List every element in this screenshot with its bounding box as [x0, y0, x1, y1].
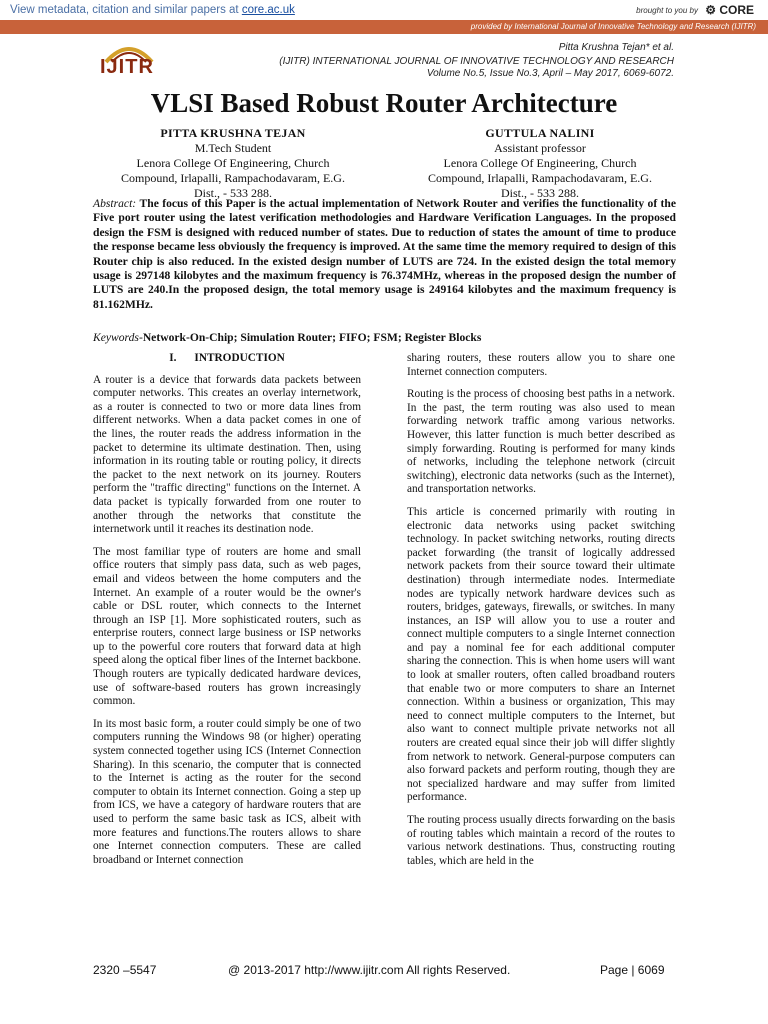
- paragraph: Routing is the process of choosing best paths in a network. In the past, the term routing was also used to mean forwarding network traffic among various networks. However, this latter function is much better described as simply forwarding. Routing is performed for many kinds of networks, including the telephone network (circuit switching), electronic data networks (such as the Internet), and transportation networks.: [407, 388, 675, 496]
- abstract: [93, 197, 676, 312]
- volume-info: Volume No.5, Issue No.3, April – May 2017, 6069-6072.: [426, 68, 674, 79]
- running-authors: Pitta Krushna Tejan* et al.: [558, 42, 674, 53]
- section-title: INTRODUCTION: [194, 352, 285, 364]
- footer-copyright: @ 2013-2017 http://www.ijitr.com All rights Reserved.: [228, 963, 511, 977]
- paragraph: A router is a device that forwards data packets between computer networks. This creates an overlay internetwork, as a router is connected to two or more data lines from different networks. When a data packet comes in one of the lines, the router reads the address information in the packet to determine its ultimate destination. Then, using information in its routing table or routing policy, it directs the packet to the next network on its journey. Routers perform the "traffic directing" functions on the Internet. A data packet is typically forwarded from one router to another through the networks that constitute the internetwork until it reaches its destination node.: [93, 373, 361, 536]
- paper-title: VLSI Based Robust Router Architecture: [150, 88, 618, 118]
- journal-name: (IJITR) INTERNATIONAL JOURNAL OF INNOVATIVE TECHNOLOGY AND RESEARCH: [279, 56, 674, 67]
- metadata-notice: [10, 4, 295, 16]
- author-role: Assistant professor: [494, 141, 586, 155]
- core-icon: ⚙: [705, 3, 716, 17]
- core-label: CORE: [719, 3, 754, 17]
- brought-by-text: brought to you by: [636, 6, 698, 15]
- author-name: GUTTULA NALINI: [485, 126, 595, 140]
- logo-text: IJITR: [100, 56, 154, 78]
- author-affiliation: Compound, Irlapalli, Rampachodavaram, E.G.: [121, 171, 345, 185]
- provided-by-bar: [0, 20, 768, 34]
- abstract-body: The focus of this Paper is the actual implementation of Network Router and verifies the functionality of the Five port router using the latest verification methodologies and Hardware Verification Languages. In the proposed design the FSM is designed with reduced number of states. Due to reduction of states the amount of time to produce the response became less obviously the frequency is improved. At the same time the memory required to design of this Router chip is also reduced. In the existed design number of LUTS are 724. In the existed design the total memory usage is 297148 kilobytes and the maximum frequency is 76.374MHz, whereas in the proposed design the number of LUTS are 240.In the proposed design, the total memory usage is 249164 kilobytes and the maximum frequency is 81.162MHz.: [93, 197, 677, 311]
- core-logo[interactable]: [705, 3, 754, 17]
- author-block-1: [93, 126, 373, 201]
- author-affiliation: Dist., - 533 288.: [194, 186, 272, 200]
- author-affiliation: Compound, Irlapalli, Rampachodavaram, E.G.: [428, 171, 652, 185]
- keywords-body: Network-On-Chip; Simulation Router; FIFO; FSM; Register Blocks: [142, 331, 482, 344]
- paragraph: sharing routers, these routers allow you to share one Internet connection computers.: [407, 352, 675, 378]
- paragraph: The most familiar type of routers are home and small office routers that simply pass data, such as web pages, email and videos between the home computers and the Internet. An example of a router would be the owner's cable or DSL router, which connects to the Internet through an ISP [1]. More sophisticated routers, such as enterprise routers, connect large business or ISP networks up to the powerful core routers that forward data at high speed along the optical fiber lines of the Internet backbone. Though routers are typically dedicated hardware devices, use of software-based routers has grown increasingly common.: [93, 545, 361, 708]
- left-column: [93, 352, 361, 876]
- author-role: M.Tech Student: [194, 141, 272, 155]
- abstract-label: Abstract:: [93, 197, 140, 210]
- core-link[interactable]: core.ac.uk: [241, 4, 295, 16]
- paragraph: The routing process usually directs forwarding on the basis of routing tables which maintain a record of the routes to various network destinations. Thus, constructing routing tables, which are held in the: [407, 814, 675, 867]
- metadata-text: View metadata, citation and similar papers at: [10, 4, 242, 16]
- provided-by-text: provided by International Journal of Innovative Technology and Research (IJITR): [470, 22, 756, 31]
- paragraph: In its most basic form, a router could simply be one of two computers running the Windows 98 (or higher) operating system connected together using ICS (Internet Connection Sharing). In this scenario, the computer that is connected to the Internet is acting as the router for the second computer to obtain its Internet connection. Going a step up from ICS, we have a category of hardware routers that are used to perform the same basic task as ICS, albeit with more features and functions.The routers allows to share one Internet connection computers. These are called broadband or Internet connection: [93, 717, 361, 866]
- section-heading: [93, 352, 361, 366]
- author-affiliation: Lenora College Of Engineering, Church: [443, 156, 637, 170]
- author-block-2: [400, 126, 680, 201]
- footer-issn: 2320 –5547: [93, 963, 157, 977]
- keywords: [93, 331, 676, 344]
- author-affiliation: Dist., - 533 288.: [501, 186, 579, 200]
- footer-page: Page | 6069: [600, 963, 665, 977]
- author-name: PITTA KRUSHNA TEJAN: [160, 126, 306, 140]
- keywords-label: Keywords-: [93, 331, 143, 344]
- right-column: [407, 352, 675, 877]
- section-number: I.: [169, 352, 177, 364]
- paragraph: This article is concerned primarily with routing in electronic data networks using packet switching technology. In packet switching networks, routing directs packet forwarding (the transit of logically addressed network packets from their source toward their ultimate destination) through intermediate nodes. Intermediate nodes are typically network hardware devices such as routers, bridges, gateways, firewalls, or switches. In many instances, an ISP will allow you to use a router and connect multiple computers to a single Internet connection and pay a nominal fee for each additional computer sharing the connection. This is when home users will want to look at smaller routers, often called broadband routers that enable two or more computers to share an Internet connection. Within a business or organization, This may need to connect multiple computers to the Internet, but also want to connect multiple private networks not all routers are created equal since their job will differ slightly from network to network. General-purpose computers can also forward packets and perform routing, though they are not specialized hardware and may suffer from limited performance.: [407, 505, 675, 804]
- author-affiliation: Lenora College Of Engineering, Church: [136, 156, 330, 170]
- journal-logo: [96, 40, 162, 88]
